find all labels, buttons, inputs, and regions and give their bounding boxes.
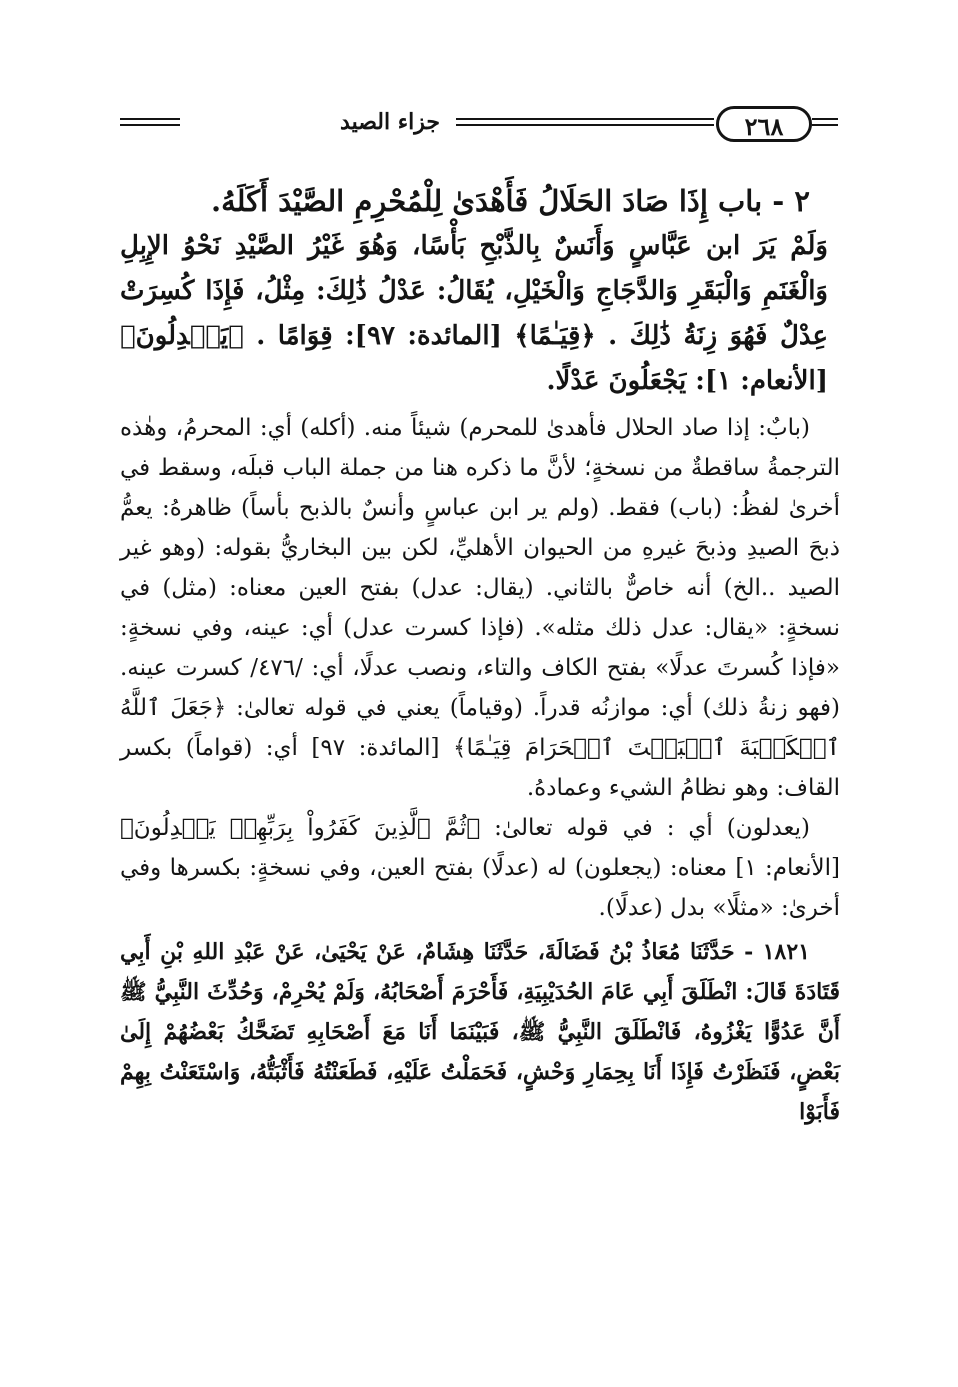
running-header — [120, 104, 840, 150]
commentary-paragraph: (بابٌ: إذا صاد الحلال فأهدىٰ للمحرم) شيئاً منه. (أكله) أي: المحرمُ، وهٰذه الترجمةُ ساقطةٌ من نسخةٍ؛ لأنَّ ما ذكره هنا من جملة الباب قبلَه، وسقط في أخرىٰ لفظُ: (باب) فقط. (ولم ير ابن عباسٍ وأنسٌ بالذبح بأساً) ظاهرهُ: يعمُّ ذبحَ الصيدِ وذبحَ غيرهِ من الحيوان الأهليِّ، لكن بين البخاريُّ بقوله: (وهو غير الصيد ..الخ) أنه خاصٌّ بالثاني. (يقال: عدل) بفتح العين معناه: (مثل) في نسخةٍ: «يقال: عدل ذلك مثله». (فإذا كسرت عدل) أي: عينه، وفي نسخةٍ: «فإذا كُسرتَ عدلًا» بفتح الكاف والتاء، ونصب عدلًا، أي: /٤٧٦/ كسرت عينه. (فهو زنةُ ذلك) أي: موازنُه قدراً. (وقياماً) يعني في قوله تعالىٰ: ﴿جَعَلَ ٱللَّهُ ٱلۡكَعۡبَةَ ٱلۡبَيۡتَ ٱلۡحَرَامَ قِيَـٰمًا﴾ [المائدة: ٩٧] أي: (قواماً) بكسر القاف: وهو نظامُ الشيء وعمادهُ. — [120, 415, 840, 801]
book-page — [120, 0, 840, 1387]
page-body — [120, 178, 840, 1132]
commentary-paragraph: (يعدلون) أي : في قوله تعالىٰ: ﴿ثُمَّ ٱلَّذِينَ كَفَرُواْ بِرَبِّهِمۡ يَعۡدِلُونَ﴾ [الأنعام: ١] معناه: (يجعلون) له (عدلًا) بفتح العين، وفي نسخةٍ: بكسرها وفي أخرىٰ: «مثلًا» بدل (عدلًا). — [120, 815, 840, 921]
matn-text: وَلَمْ يَرَ ابن عَبَّاسٍ وَأَنَسٌ بِالذَّبْحِ بَأْسًا، وَهُوَ غَيْرُ الصَّيْدِ نَحْوُ الإِبِلِ وَالْغَنَمِ وَالْبَقَرِ وَالدَّجَاجِ وَالْخَيْلِ، يُقَالُ: عَدْلُ ذَٰلِكَ: مِثْلُ، فَإِذَا كُسِرَتْ عِدْلٌ فَهُوَ زِنَةُ ذَٰلِكَ . ﴿قِيَـٰمًا﴾ [المائدة: ٩٧]: قِوَامًا . ﴿يَعۡدِلُونَ﴾ [الأنعام: ١]: يَجْعَلُونَ عَدْلًا. — [120, 231, 828, 396]
running-title: جزاء الصيد — [340, 109, 440, 135]
header-rule-left — [120, 118, 180, 120]
hadith-text: ١٨٢١ - حَدَّثَنَا مُعَاذُ بْنُ فَضَالَةَ، حَدَّثَنَا هِشَامٌ، عَنْ يَحْيَىٰ، عَنْ عَبْدِ اللهِ بْنِ أَبِي قَتَادَةَ قَالَ: انْطَلَقَ أَبِي عَامَ الحُدَيْبِيَةِ، فَأَحْرَمَ أَصْحَابُهُ، وَلَمْ يُحْرِمْ، وَحُدِّثَ النَّبِيُّ ﷺ أَنَّ عَدُوًّا يَغْزُوهُ، فَانْطَلَقَ النَّبِيُّ ﷺ، فَبَيْنَمَا أَنَا مَعَ أَصْحَابِهِ تَضَحَّكُ بَعْضُهُمْ إِلَىٰ بَعْضٍ، فَنَظَرْتُ فَإِذَا أَنَا بِحِمَارِ وَحْشٍ، فَحَمَلْتُ عَلَيْهِ، فَطَعَنْتُهُ فَأَثْبَتُّهُ، وَاسْتَعَنْتُ بِهِمْ فَأَبَوْا — [120, 939, 840, 1125]
chapter-heading: ٢ - باب إِذَا صَادَ الحَلَالُ فَأَهْدَىٰ لِلْمُحْرِمِ الصَّيْدَ أَكَلَهُ. — [211, 184, 810, 218]
header-rule-right — [812, 118, 838, 120]
header-rule-middle — [456, 118, 714, 120]
page-number: ٢٦٨ — [716, 106, 812, 142]
commentary — [120, 408, 840, 928]
